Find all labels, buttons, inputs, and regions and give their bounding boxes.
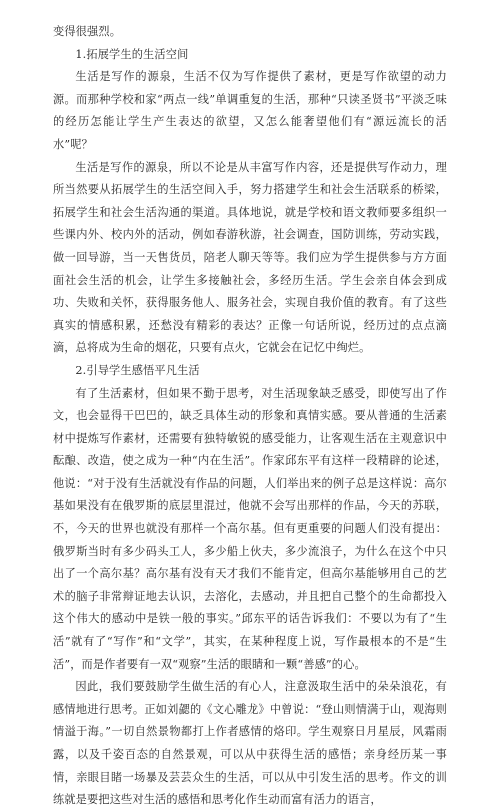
paragraph-continuation: 变得很强烈。 xyxy=(53,25,122,38)
document-body xyxy=(53,21,447,812)
paragraph: 生活是写作的源泉，所以不论是从丰富写作内容，还是提供写作动力，理所当然要从拓展学生的生活空间入手，努力搭建学生和社会生活联系的桥梁，拓展学生和社会生活沟通的渠道。具体地说，就是学校和语文教师要多组织一些课内外、校内外的活动，例如春游秋游，社会调查，国防训练，劳动实践，做一回导游，当一天售货员，陪老人聊天等等。我们应为学生提供参与方方面面社会生活的机会，让学生多接触社会，多经历生活。学生会亲自体会到成功、失败和关怀，获得服务他人、服务社会，实现自我价值的教育。有了这些真实的情感积累，还愁没有精彩的表达？正像一句话所说，经历过的点点滴滴，总将成为生命的烟花，只要有点火，它就会在记忆中绚烂。 xyxy=(53,160,447,355)
paragraph: 有了生活素材，但如果不勤于思考，对生活现象缺乏感受，即使写出了作文，也会显得干巴巴的，缺乏具体生动的形象和真情实感。要从普通的生活素材中提炼写作素材，还需要有独特敏锐的感受能力，让客观生活在主观意识中酝酿、改造，使之成为一种“内在生活”。作家邱东平有这样一段精辟的论述，他说：“对于没有生活就没有作品的问题，人们举出来的例子总是这样说：高尔基如果没有在俄罗斯的底层里混过，他就不会写出那样的作品，今天的苏联，不，今天的世界也就没有那样一个高尔基。但有更重要的问题人们没有提出：俄罗斯当时有多少码头工人，多少船上伙夫，多少流浪子，为什么在这个中只出了一个高尔基？高尔基有没有天才我们不能肯定，但高尔基能够用自己的艺术的脑子非常辩证地去认识，去溶化，去感动，并且把自己整个的生命都投入这个伟大的感动中是铁一般的事实。”邱东平的话告诉我们：不要以为有了“生活”就有了“写作”和“文学”，其实，在某种程度上说，写作最根本的不是“生活”，而是作者要有一双“观察”生活的眼睛和一颗“善感”的心。 xyxy=(53,386,447,671)
paragraph: 因此，我们要鼓励学生做生活的有心人，注意汲取生活中的朵朵浪花，有感情地进行思考。正如刘勰的《文心雕龙》中曾说：“登山则情满于山，观海则情溢于海。”一切自然景物都打上作者感情的烙印。学生观察日月星辰，风霜雨露，以及千姿百态的自然景观，可以从中获得生活的感悟；亲身经历某一事情，亲眼目睹一场暴及芸芸众生的生活，可以从中引发生活的思考。作文的训练就是要把这些对生活的感悟和思考化作生动而富有活力的语言， xyxy=(53,680,447,807)
paragraph: 生活是写作的源泉，生活不仅为写作提供了素材，更是写作欲望的动力源。而那种学校和家“两点一线”单调重复的生活，那种“只读圣贤书”平淡乏味的经历怎能让学生产生表达的欲望，又怎么能奢望他们有“源远流长的活水”呢？ xyxy=(53,70,447,151)
section-heading-2: 2.引导学生感悟平凡生活 xyxy=(75,363,200,377)
section-heading-1: 1.拓展学生的生活空间 xyxy=(75,47,189,61)
